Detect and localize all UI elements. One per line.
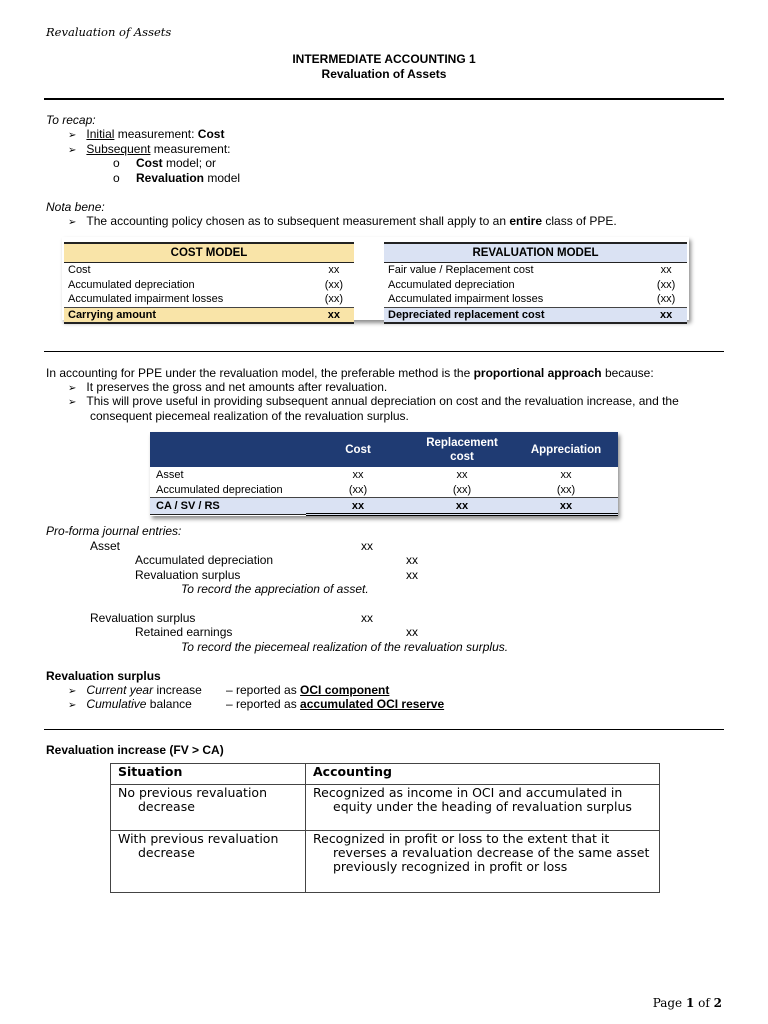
proportional-point-2: ➢ This will prove useful in providing subsequent annual depreciation on cost and the revaluation increase, and the [68, 394, 679, 408]
arrow-bullet-icon: ➢ [68, 397, 77, 408]
carrying-amount-row: Carrying amount xx [64, 307, 354, 323]
surplus-row-current: ➢ Current year increase [68, 683, 202, 697]
circle-bullet-icon: o [113, 156, 120, 170]
recap-option-revaluation: o Revaluation model [113, 171, 241, 185]
situation-table [110, 763, 660, 893]
proportional-point-1: ➢ It preserves the gross and net amounts after revaluation. [68, 380, 388, 394]
total-row: CA / SV / RS xx xx xx [150, 498, 618, 515]
journal-e1-memo: To record the appreciation of asset. [181, 582, 369, 596]
recap-label: To recap: [46, 113, 96, 127]
surplus-title: Revaluation surplus [46, 669, 161, 683]
section-divider [44, 729, 724, 730]
surplus-row-cumulative: ➢ Cumulative balance [68, 697, 192, 711]
table-row: Accumulated depreciation (xx) [388, 278, 676, 291]
revaluation-model-header: REVALUATION MODEL [384, 243, 687, 263]
model-comparison-panel [62, 237, 689, 320]
journal-e2-credit: Retained earnings [135, 625, 233, 639]
arrow-bullet-icon: ➢ [68, 700, 77, 711]
section-divider [44, 351, 724, 352]
journal-e1-credit1: Accumulated depreciation [135, 553, 274, 567]
journal-e1-credit1-amount: xx [406, 553, 418, 567]
journal-e1-credit2: Revaluation surplus [135, 568, 241, 582]
depreciated-replacement-cost-row: Depreciated replacement cost xx [384, 307, 687, 323]
increase-title: Revaluation increase (FV > CA) [46, 743, 224, 757]
journal-e2-credit-amount: xx [406, 625, 418, 639]
table-row: Asset xx xx xx [156, 468, 572, 481]
table-row: No previous revaluation decrease Recognized as income in OCI and accumulated in equity under the heading of revaluation surplus [111, 785, 660, 831]
col-accounting: Accounting [306, 764, 660, 785]
page-number: Page 1 of 2 [652, 996, 722, 1010]
col-situation: Situation [111, 764, 306, 785]
arrow-bullet-icon: ➢ [68, 686, 77, 697]
cost-model-table [64, 242, 354, 324]
journal-e1-debit-amount: xx [361, 539, 373, 553]
arrow-bullet-icon: ➢ [68, 217, 77, 228]
journal-e1-debit: Asset [90, 539, 121, 553]
nota-label: Nota bene: [46, 200, 105, 214]
journal-e2-debit-amount: xx [361, 611, 373, 625]
col-replacement-cost: Replacement cost [410, 432, 514, 467]
journal-e2-memo: To record the piecemeal realization of the revaluation surplus. [181, 640, 509, 654]
table-row: With previous revaluation decrease Recognized in profit or loss to the extent that it reverses a revaluation decrease of the same asset previously recognized in profit or loss [111, 831, 660, 893]
proportional-intro: In accounting for PPE under the revaluation model, the preferable method is the proportional approach because: [46, 366, 654, 380]
journal-e2-debit: Revaluation surplus [90, 611, 196, 625]
arrow-bullet-icon: ➢ [68, 130, 77, 141]
table-row: Accumulated depreciation (xx) [68, 278, 344, 291]
table-row: Accumulated impairment losses (xx) [68, 293, 344, 306]
surplus-row-cumulative-value: – reported as accumulated OCI reserve [226, 697, 445, 711]
surplus-row-current-value: – reported as OCI component [226, 683, 390, 697]
recap-option-cost: o Cost model; or [113, 156, 217, 170]
col-appreciation: Appreciation [514, 432, 618, 467]
arrow-bullet-icon: ➢ [68, 383, 77, 394]
table-row: Accumulated impairment losses (xx) [388, 293, 676, 306]
cost-model-header: COST MODEL [64, 243, 354, 263]
col-cost: Cost [306, 432, 410, 467]
revaluation-model-table [384, 242, 687, 324]
header-divider [44, 98, 724, 100]
proportional-table-panel [150, 432, 618, 516]
course-title: INTERMEDIATE ACCOUNTING 1 [292, 52, 476, 66]
recap-item-initial: ➢ Initial measurement: Cost [68, 127, 225, 141]
arrow-bullet-icon: ➢ [68, 145, 77, 156]
journal-e1-credit2-amount: xx [406, 568, 418, 582]
table-row: Fair value / Replacement cost xx [388, 264, 672, 277]
nota-text: ➢ The accounting policy chosen as to subsequent measurement shall apply to an entire class of PPE. [68, 214, 617, 228]
table-row: Cost xx [68, 264, 340, 277]
proportional-point-2-cont: consequent piecemeal realization of the revaluation surplus. [90, 409, 409, 423]
table-row: Accumulated depreciation (xx) (xx) (xx) [156, 483, 576, 496]
recap-item-subsequent: ➢ Subsequent measurement: [68, 142, 231, 156]
document-subtitle: Revaluation of Assets [321, 67, 447, 81]
proportional-table [150, 432, 618, 516]
journal-label: Pro-forma journal entries: [46, 524, 182, 538]
circle-bullet-icon: o [113, 171, 120, 185]
running-header: Revaluation of Assets [46, 25, 172, 39]
